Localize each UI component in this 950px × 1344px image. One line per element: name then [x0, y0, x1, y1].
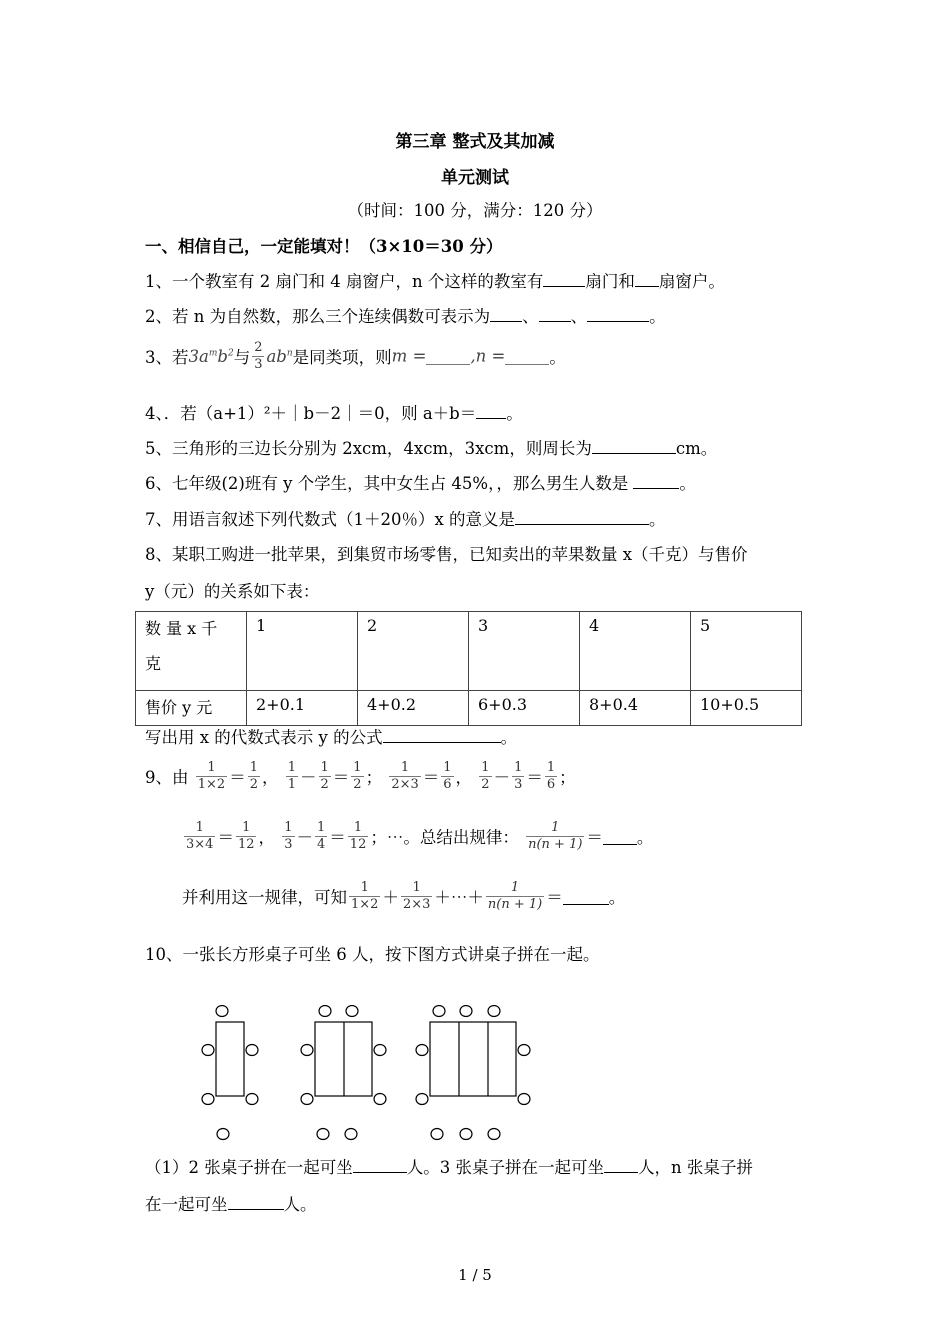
- q1-text-c: 扇窗户。: [658, 272, 725, 291]
- q10-part1-line2: 在一起可坐 人。: [145, 1195, 317, 1214]
- q8-after-text: 写出用 x 的代数式表示 y 的公式: [145, 728, 383, 747]
- fraction: $\frac{1}{2}$: [481, 760, 490, 792]
- table-cell: 3: [469, 612, 580, 691]
- fraction: $\frac{1}{6}$: [443, 760, 452, 792]
- q3-blank-m[interactable]: [426, 348, 470, 365]
- q3-with: 与: [233, 348, 251, 368]
- q9-line-1: 9、由 $\frac{1}{1\times 2}$ ＝ $\frac{1}{2}$ ， $\frac{1}{1}$ － $\frac{1}{2}$ ＝ $\frac{1}{2}$ ； $\frac{1}{2\times 3}$ ＝ $\frac{1}{6}$ ， $\frac{1}{2}$ － $\frac{1}{3}$ ＝ $\frac{1}{6}$ ；: [145, 760, 576, 792]
- q9-label: 9、: [145, 768, 172, 788]
- chapter-title: 第三章 整式及其加减: [395, 132, 555, 152]
- table-header-cell: 数 量 x 千 克: [136, 612, 247, 691]
- q1-text-a: 1、一个教室有 2 扇门和 4 扇窗户，n 个这样的教室有: [145, 272, 544, 291]
- fraction: $\frac{1}{3\times 4}$: [186, 820, 214, 852]
- fraction: $\frac{1}{12}$: [237, 820, 255, 852]
- q1-blank-2[interactable]: [635, 270, 659, 287]
- q10-blank-3[interactable]: [228, 1193, 284, 1210]
- q9-apply: 并利用这一规律，可知: [182, 888, 347, 908]
- table-cell: 2: [358, 612, 469, 691]
- q3-n-eq: n =: [475, 346, 506, 366]
- q9-line-3: 并利用这一规律，可知 $\frac{1}{1\times 2}$ ＋ $\frac{1}{2\times 3}$ ＋⋯＋ $\frac{1}{n(n + 1)}$ ＝ 。: [182, 880, 626, 912]
- q4-end: 。: [506, 404, 523, 423]
- table-cell: 2+0.1: [247, 691, 358, 726]
- q8-blank[interactable]: [383, 726, 501, 743]
- q2-sep-2: 、: [570, 307, 588, 326]
- question-7: [145, 506, 666, 530]
- fraction: $\frac{1}{1\times 2}$: [351, 880, 379, 912]
- table-row: [136, 691, 802, 726]
- page-number: 1 / 5: [458, 1266, 492, 1284]
- fraction: $\frac{1}{2\times 3}$: [402, 880, 431, 912]
- q8-formula-line: [145, 724, 517, 748]
- fraction: $\frac{1}{3}$: [284, 820, 293, 852]
- q3-term1: $3a^mb^2$: [188, 346, 234, 366]
- q7-blank[interactable]: [515, 508, 649, 525]
- question-1: [145, 268, 725, 292]
- q6-text: 6、七年级(2)班有 y 个学生，其中女生占 45%，，那么男生人数是: [145, 474, 629, 493]
- fraction: $\frac{1}{2\times 3}$: [391, 760, 419, 792]
- question-3: [145, 340, 566, 372]
- q2-sep-1: 、: [522, 307, 539, 326]
- table-cell: 5: [691, 612, 802, 691]
- q9-summary: ；⋯。总结出规律：: [370, 828, 519, 848]
- q8-line-2: y（元）的关系如下表：: [145, 582, 320, 601]
- q2-end: 。: [649, 307, 666, 326]
- question-6: [145, 470, 696, 494]
- q9-blank-1[interactable]: [603, 828, 637, 845]
- q2-blank-1[interactable]: [490, 305, 522, 322]
- fraction: $\frac{1}{2}$: [249, 760, 258, 792]
- q8-line-1: 8、某职工购进一批苹果，到集贸市场零售，已知卖出的苹果数量 x（千克）与售价: [145, 545, 748, 564]
- fraction: $\frac{1}{n(n + 1)}$: [487, 880, 543, 912]
- table-cell: 1: [247, 612, 358, 691]
- table-arrangement-figure: [196, 1005, 541, 1150]
- q5-blank[interactable]: [592, 437, 676, 454]
- q3-end: 。: [549, 348, 566, 368]
- test-subtitle: 单元测试: [441, 168, 509, 188]
- q10-part1-line1: （1）2 张桌子拼在一起可坐 人。3 张桌子拼在一起可坐 人，n 张桌子拼: [145, 1158, 753, 1177]
- q5-end: cm。: [675, 439, 718, 458]
- q3-fraction: $\frac{2}{3}$: [254, 340, 263, 372]
- q10-text: 10、一张长方形桌子可坐 6 人，按下图方式讲桌子拼在一起。: [145, 945, 600, 964]
- time-info: （时间：100 分，满分：120 分）: [347, 201, 603, 220]
- q4-text: 4、．若（a+1）²＋｜b－2｜＝0，则 a＋b＝: [145, 404, 477, 423]
- q7-end: 。: [649, 510, 666, 529]
- table-cell: 6+0.3: [469, 691, 580, 726]
- q10-blank-1[interactable]: [353, 1156, 407, 1173]
- one-table-group: [202, 1006, 258, 1140]
- fraction: $\frac{1}{2}$: [353, 760, 362, 792]
- price-table: [135, 611, 802, 726]
- question-2: [145, 303, 666, 327]
- fraction: $\frac{1}{1}$: [287, 760, 296, 792]
- fraction: $\frac{1}{n(n + 1)}$: [528, 820, 583, 852]
- table-cell: 4+0.2: [358, 691, 469, 726]
- question-5: [145, 435, 717, 459]
- fraction: $\frac{1}{3}$: [514, 760, 523, 792]
- q3-prefix: 3、若: [145, 348, 189, 368]
- q4-blank[interactable]: [476, 402, 506, 419]
- q3-blank-n[interactable]: [505, 348, 549, 365]
- q9-line-2: $\frac{1}{3\times 4}$ ＝ $\frac{1}{12}$ ， $\frac{1}{3}$ － $\frac{1}{4}$ ＝ $\frac{1}{12}$ ；⋯。总结出规律： $\frac{1}{n(n + 1)}$ ＝ 。: [186, 820, 654, 852]
- q8-after-end: 。: [500, 728, 518, 747]
- table-header-cell: 售价 y 元: [136, 691, 247, 726]
- fraction: $\frac{1}{2}$: [320, 760, 329, 792]
- q6-blank[interactable]: [633, 472, 679, 489]
- three-tables-group: [416, 1006, 530, 1140]
- fraction: $\frac{1}{12}$: [349, 820, 367, 852]
- q2-blank-2[interactable]: [539, 305, 571, 322]
- question-4: [145, 400, 523, 424]
- fraction: $\frac{1}{1\times 2}$: [197, 760, 226, 792]
- q3-comma: ,: [470, 346, 476, 366]
- q3-mid: 是同类项，则: [292, 348, 392, 368]
- q1-blank-1[interactable]: [543, 270, 585, 287]
- table-cell: 4: [580, 612, 691, 691]
- q3-term2: $ab^n$: [266, 346, 293, 366]
- q1-text-b: 扇门和: [585, 272, 635, 291]
- q2-blank-3[interactable]: [587, 305, 649, 322]
- q9-blank-2[interactable]: [563, 888, 609, 905]
- q6-end: 。: [679, 474, 696, 493]
- table-cell: 8+0.4: [580, 691, 691, 726]
- q3-m-eq: m =: [391, 346, 427, 366]
- q7-text: 7、用语言叙述下列代数式（1＋20％）x 的意义是: [145, 510, 516, 529]
- table-cell: 10+0.5: [691, 691, 802, 726]
- q10-blank-2[interactable]: [604, 1156, 638, 1173]
- section-heading: 一、相信自己，一定能填对！（3×10＝30 分）: [145, 237, 503, 256]
- fraction: $\frac{1}{4}$: [317, 820, 326, 852]
- q2-text: 2、若 n 为自然数，那么三个连续偶数可表示为: [145, 307, 491, 326]
- fraction: $\frac{1}{6}$: [546, 760, 556, 792]
- q5-text: 5、三角形的三边长分别为 2xcm，4xcm，3xcm，则周长为: [145, 439, 592, 458]
- table-row: [136, 612, 802, 691]
- q9-prefix: 由: [172, 768, 189, 788]
- two-tables-group: [301, 1006, 386, 1140]
